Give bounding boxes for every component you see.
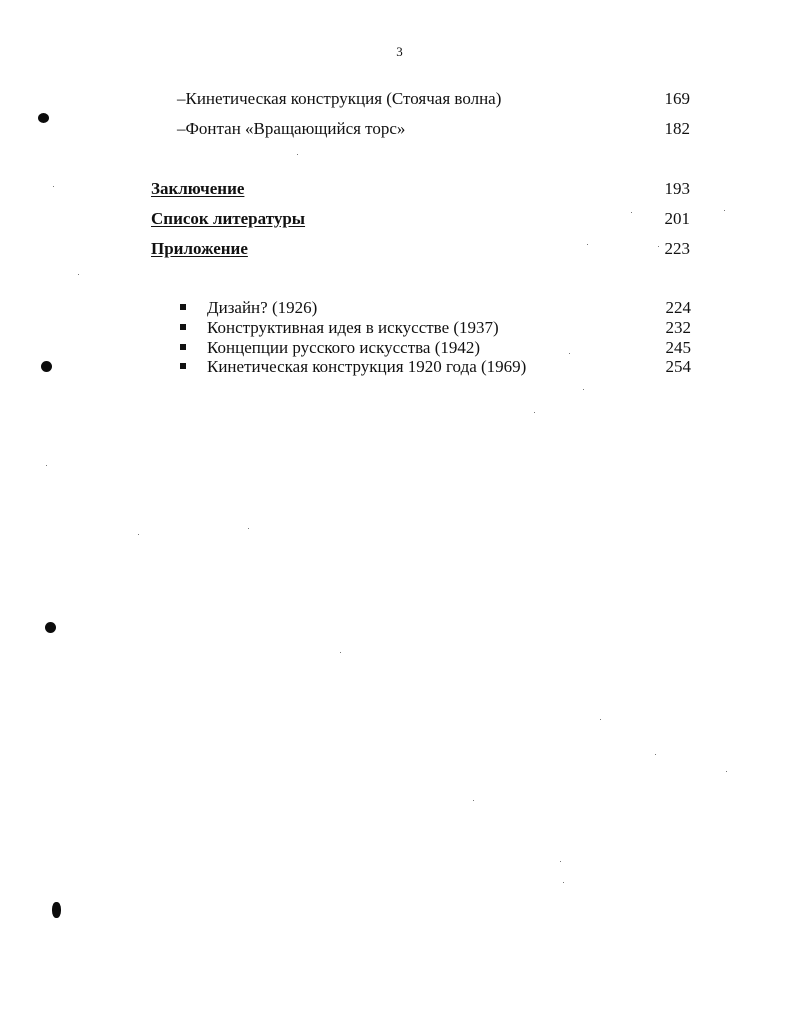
appendix-item-title: Дизайн? (1926)	[207, 298, 318, 317]
scan-speck	[534, 412, 535, 413]
scan-speck	[560, 861, 561, 862]
toc-section-page: 193	[664, 179, 690, 198]
toc-section-title: Приложение	[151, 239, 248, 258]
scan-speck	[248, 528, 249, 529]
toc-section-page: 223	[664, 239, 690, 258]
scan-speck	[631, 212, 632, 213]
appendix-item-page: 224	[665, 298, 691, 317]
bullet-icon	[180, 363, 186, 369]
bullet-icon	[180, 344, 186, 350]
scan-speck	[583, 389, 584, 390]
scan-speck	[655, 754, 656, 755]
scan-speck	[297, 154, 298, 155]
toc-section-title: Заключение	[151, 179, 245, 198]
appendix-item-page: 232	[665, 318, 691, 337]
toc-entry-title: –Кинетическая конструкция (Стоячая волна)	[177, 89, 502, 108]
scan-speck	[53, 186, 54, 187]
toc-entry-page: 169	[664, 89, 690, 108]
scan-speck	[46, 465, 47, 466]
punch-hole-mark	[52, 902, 61, 918]
scan-speck	[138, 534, 139, 535]
scan-speck	[563, 882, 564, 883]
punch-hole-mark	[45, 622, 56, 633]
appendix-item-page: 245	[665, 338, 691, 357]
punch-hole-mark	[41, 361, 52, 372]
scan-speck	[78, 274, 79, 275]
scan-speck	[587, 244, 588, 245]
punch-hole-mark	[38, 113, 49, 123]
appendix-item-title: Кинетическая конструкция 1920 года (1969)	[207, 357, 527, 376]
scan-speck	[658, 246, 659, 247]
appendix-item-title: Концепции русского искусства (1942)	[207, 338, 481, 357]
toc-entry-title: –Фонтан «Вращающийся торс»	[177, 119, 406, 138]
appendix-item-title: Конструктивная идея в искусстве (1937)	[207, 318, 499, 337]
page-number: 3	[396, 44, 403, 59]
scan-speck	[600, 719, 601, 720]
scan-speck	[569, 353, 570, 354]
bullet-icon	[180, 324, 186, 330]
toc-entry-page: 182	[664, 119, 690, 138]
scan-speck	[726, 771, 727, 772]
toc-section-title: Список литературы	[151, 209, 306, 228]
scan-speck	[340, 652, 341, 653]
scan-speck	[473, 800, 474, 801]
appendix-item-page: 254	[665, 357, 691, 376]
toc-section-page: 201	[664, 209, 690, 228]
scan-speck	[724, 210, 725, 211]
bullet-icon	[180, 304, 186, 310]
